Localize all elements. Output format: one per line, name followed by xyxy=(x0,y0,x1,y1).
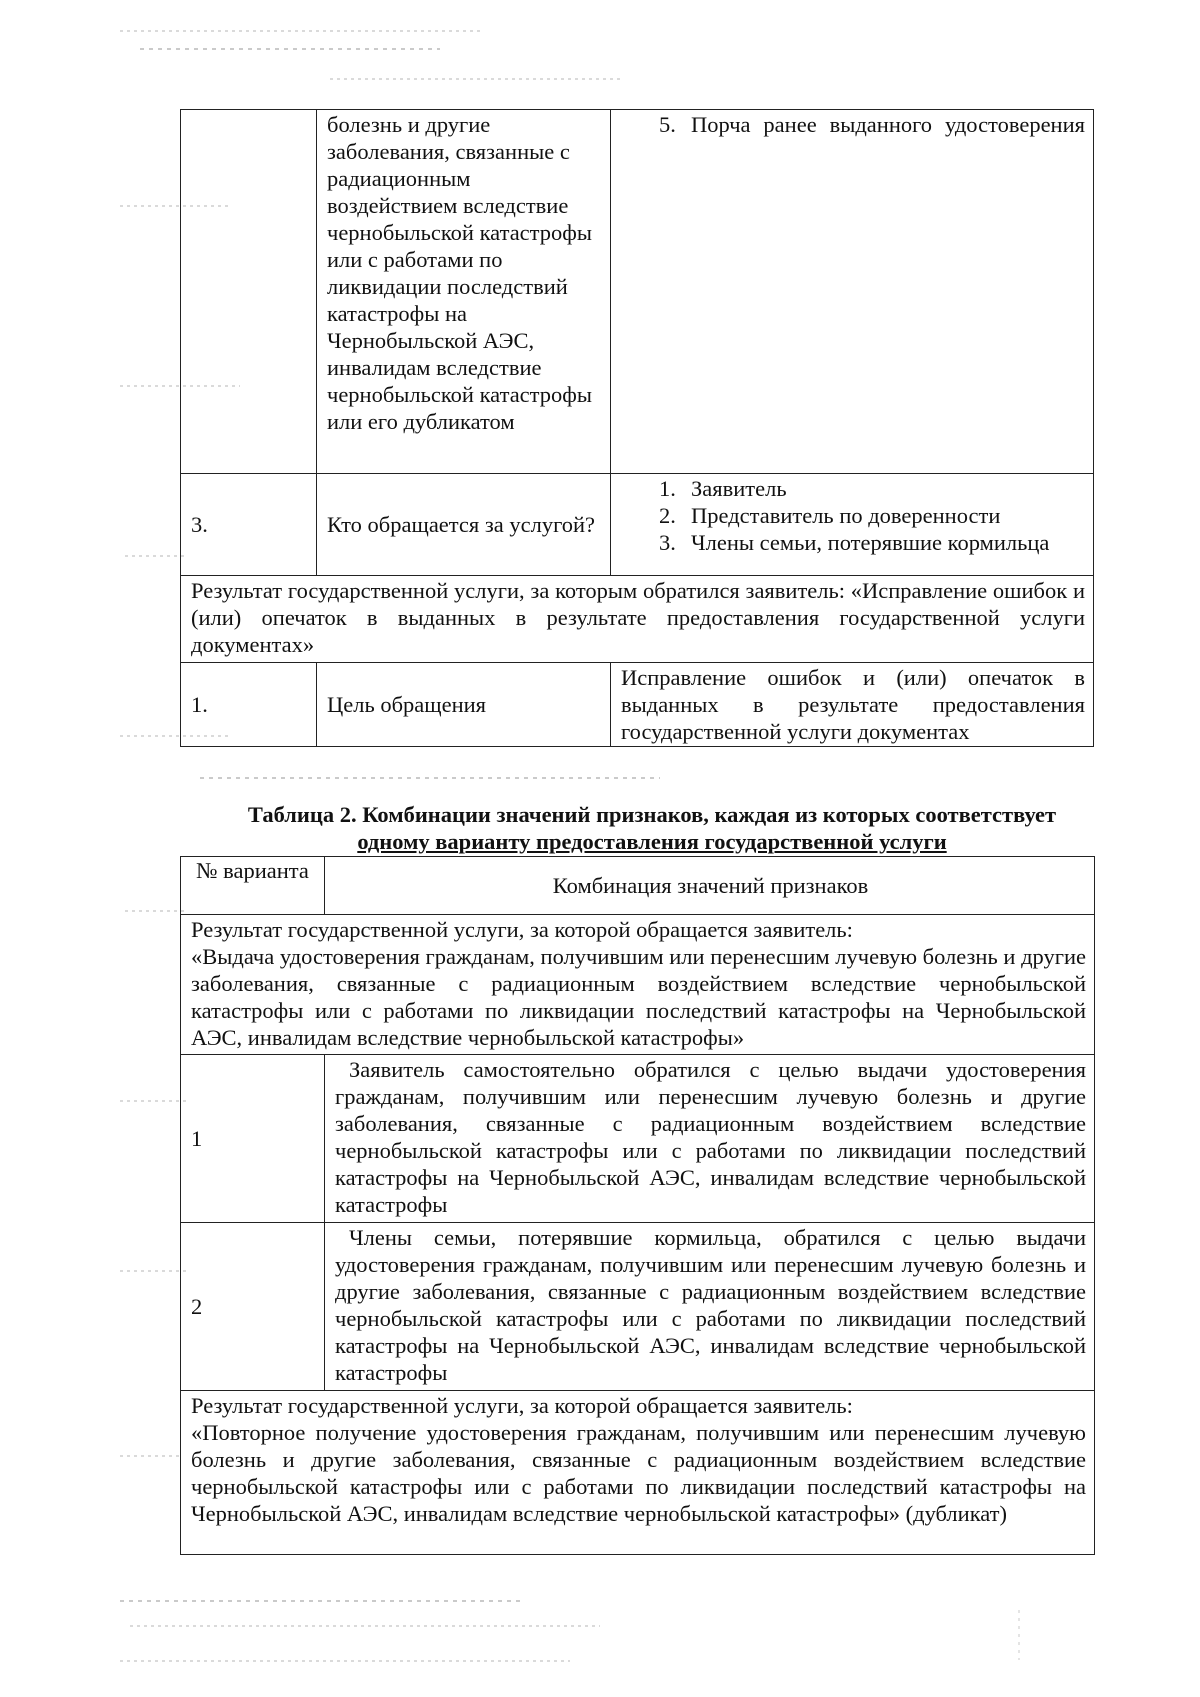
caption-line-1: Таблица 2. Комбинации значений признаков, каждая из которых соответствует xyxy=(247,802,1057,827)
scan-noise xyxy=(1018,1610,1020,1660)
list-text: Члены семьи, потерявшие кормильца xyxy=(691,530,1050,555)
header-combination: Комбинация значений признаков xyxy=(325,857,1095,915)
criterion-cell: болезнь и другие заболевания, связанные с радиационным воздействием вследствие чернобыльской катастрофы или с работами по ликвидации последствий катастрофы на Чернобыльской АЭС, инвалидам вследствие чернобыльской катастрофы или его дубликатом xyxy=(317,110,611,474)
table-header-row xyxy=(181,857,1095,915)
table-row xyxy=(181,1055,1095,1223)
result-section xyxy=(181,915,1095,1055)
scan-noise xyxy=(140,48,440,50)
scan-noise xyxy=(120,1455,180,1457)
list-item xyxy=(621,529,1085,556)
row-number: 1. xyxy=(181,663,317,747)
section-label: Результат государственной услуги, за которой обращается заявитель: xyxy=(191,1393,853,1418)
table-row xyxy=(181,110,1094,474)
scan-noise xyxy=(130,1625,600,1627)
table-row xyxy=(181,576,1094,663)
row-number: 3. xyxy=(181,474,317,576)
scan-noise xyxy=(120,30,480,32)
row-number xyxy=(181,110,317,474)
list-number: 5. xyxy=(659,112,676,137)
scan-noise xyxy=(125,555,185,557)
table-row xyxy=(181,663,1094,747)
table-2 xyxy=(180,856,1095,1555)
table-row xyxy=(181,1391,1095,1555)
values-cell xyxy=(611,110,1094,474)
section-text: «Повторное получение удостоверения гражданам, получившим или перенесшим лучевую болезнь и другие заболевания, связанные с радиационным воздействием вследствие чернобыльской катастрофы или с работами по ликвидации последствий катастрофы на Чернобыльской АЭС, инвалидам вследствие чернобыльской катастрофы» (дубликат) xyxy=(191,1420,1086,1526)
list-text: Представитель по доверенности xyxy=(691,503,1001,528)
criterion-cell: Цель обращения xyxy=(317,663,611,747)
result-section: Результат государственной услуги, за которым обратился заявитель: «Исправление ошибок и (или) опечаток в выданных в результате предоставления государственной услуги документах» xyxy=(181,576,1094,663)
list-number: 1. xyxy=(659,476,676,501)
table-row xyxy=(181,915,1095,1055)
list-item xyxy=(621,502,1085,529)
values-cell: Исправление ошибок и (или) опечаток в выданных в результате предоставления государственной услуги документах xyxy=(611,663,1094,747)
variant-text: Заявитель самостоятельно обратился с целью выдачи удостоверения гражданам, получившим или перенесшим лучевую болезнь и другие заболевания, связанные с радиационным воздействием вследствие чернобыльской катастрофы или с работами по ликвидации последствий катастрофы на Чернобыльской АЭС, инвалидам вследствие чернобыльской катастрофы xyxy=(325,1055,1095,1223)
table-1 xyxy=(180,109,1094,747)
table-row xyxy=(181,1223,1095,1391)
result-section xyxy=(181,1391,1095,1555)
variant-text: Члены семьи, потерявшие кормильца, обратился с целью выдачи удостоверения гражданам, получившим или перенесшим лучевую болезнь и другие заболевания, связанные с радиационным воздействием вследствие чернобыльской катастрофы или с работами по ликвидации последствий катастрофы на Чернобыльской АЭС, инвалидам вследствие чернобыльской катастрофы xyxy=(325,1223,1095,1391)
list-number: 3. xyxy=(659,530,676,555)
list-text xyxy=(691,111,1085,138)
variant-number: 2 xyxy=(181,1223,325,1391)
header-variant-number: № варианта xyxy=(181,857,325,915)
list-item xyxy=(621,475,1085,502)
values-cell xyxy=(611,474,1094,576)
list-text-content: Порча ранее выданного удостоверения xyxy=(691,112,1085,137)
scan-noise xyxy=(330,78,620,80)
table-2-caption xyxy=(180,801,1094,855)
criterion-cell: Кто обращается за услугой? xyxy=(317,474,611,576)
scan-noise xyxy=(200,777,660,779)
variant-number: 1 xyxy=(181,1055,325,1223)
scan-noise xyxy=(120,1600,520,1602)
table-row xyxy=(181,474,1094,576)
caption-line-2: одному варианту предоставления государственной услуги xyxy=(357,829,947,854)
scan-noise xyxy=(120,1660,570,1662)
scan-noise xyxy=(125,910,185,912)
list-text: Заявитель xyxy=(691,476,787,501)
section-label: Результат государственной услуги, за которой обращается заявитель: xyxy=(191,917,853,942)
list-item xyxy=(621,111,1085,138)
list-number: 2. xyxy=(659,503,676,528)
section-text: «Выдача удостоверения гражданам, получившим или перенесшим лучевую болезнь и другие заболевания, связанные с радиационным воздействием вследствие чернобыльской катастрофы или с работами по ликвидации последствий катастрофы на Чернобыльской АЭС, инвалидам вследствие чернобыльской катастрофы» xyxy=(191,944,1086,1050)
